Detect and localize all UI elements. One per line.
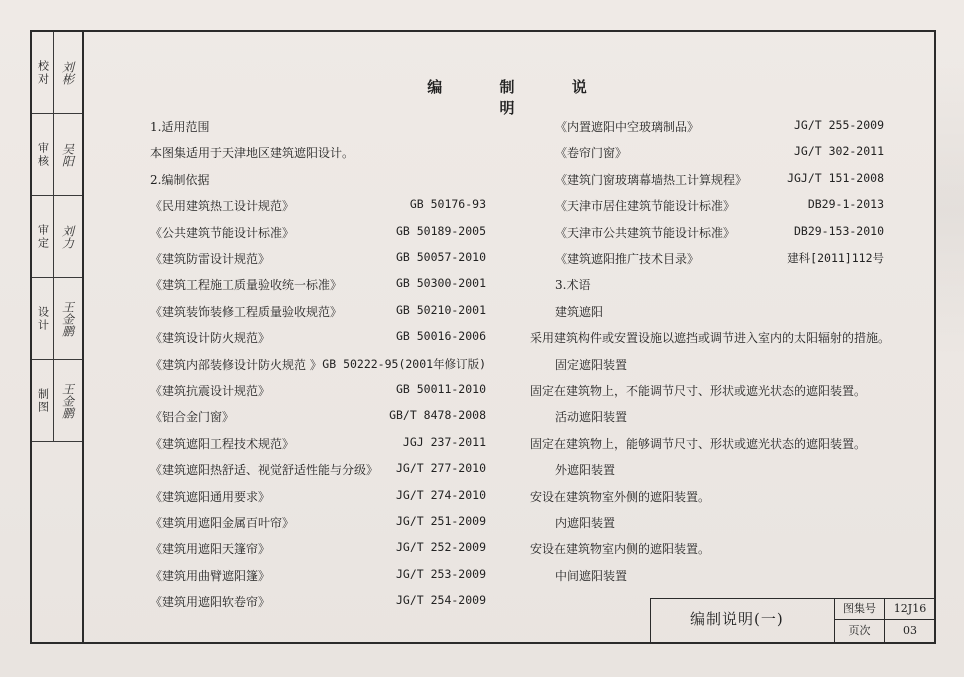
text-line: 《卷帘门窗》 bbox=[555, 146, 628, 161]
signature-cell bbox=[32, 278, 82, 360]
signature-role: 制图 bbox=[32, 360, 54, 441]
standard-code: GB 50210-2001 bbox=[395, 302, 486, 317]
text-line: 《建筑防雷设计规范》 bbox=[150, 252, 271, 266]
text-line: 《建筑用遮阳金属百叶帘》 bbox=[150, 516, 295, 530]
signature-strip bbox=[32, 32, 82, 442]
text-line: 固定遮阳装置 bbox=[555, 357, 628, 372]
title-block bbox=[834, 598, 935, 642]
signature-name: 王金鹏 bbox=[60, 300, 75, 337]
signature-role: 设计 bbox=[32, 278, 54, 359]
standard-code: JG/T 252-2009 bbox=[395, 540, 486, 555]
page-number: 03 bbox=[903, 624, 917, 637]
text-line: 《建筑装饰装修工程质量验收规范》 bbox=[150, 304, 343, 319]
standard-code: GB 50011-2010 bbox=[395, 382, 486, 396]
title-block-left-rule bbox=[650, 598, 651, 642]
standard-code: JG/T 253-2009 bbox=[395, 566, 486, 581]
standard-code: DB29-1-2013 bbox=[807, 197, 884, 212]
text-line: 《建筑门窗玻璃幕墙热工计算规程》 bbox=[555, 172, 748, 187]
standard-code: GB 50057-2010 bbox=[395, 250, 486, 264]
standard-code: 建科[2011]112号 bbox=[787, 251, 884, 265]
text-line: 1.适用范围 bbox=[150, 120, 210, 134]
text-line: 固定在建筑物上，能够调节尺寸、形状或遮光状态的遮阳装置。 bbox=[530, 436, 867, 451]
page-row bbox=[835, 620, 935, 642]
text-line: 安设在建筑物室外侧的遮阳装置。 bbox=[530, 489, 711, 504]
text-line: 采用建筑构件或安置设施以遮挡或调节进入室内的太阳辐射的措施。 bbox=[530, 331, 891, 346]
page-label: 页次 bbox=[835, 620, 885, 642]
text-line: 《建筑工程施工质量验收统一标准》 bbox=[150, 278, 343, 293]
signature-cell bbox=[32, 114, 82, 196]
standard-code: GB 50016-2006 bbox=[395, 329, 486, 344]
text-line: 《公共建筑节能设计标准》 bbox=[150, 225, 295, 240]
text-line: 《建筑用遮阳软卷帘》 bbox=[150, 595, 271, 610]
signature-name: 刘彬 bbox=[60, 60, 75, 85]
text-line: 活动遮阳装置 bbox=[555, 410, 628, 425]
text-line: 《天津市居住建筑节能设计标准》 bbox=[555, 199, 736, 214]
signature-role: 校对 bbox=[32, 32, 54, 113]
standard-code: GB/T 8478-2008 bbox=[389, 408, 486, 423]
text-line: 中间遮阳装置 bbox=[555, 568, 628, 583]
sheet-name: 编制说明(一) bbox=[690, 610, 784, 628]
text-line: 《建筑遮阳热舒适、视觉舒适性能与分级》 bbox=[150, 463, 379, 478]
standard-code: JG/T 277-2010 bbox=[395, 461, 486, 476]
text-line: 《建筑用曲臂遮阳篷》 bbox=[150, 568, 271, 583]
page-title: 编 制 说 明 bbox=[427, 78, 613, 117]
standard-code: JG/T 274-2010 bbox=[395, 487, 486, 502]
text-line: 《天津市公共建筑节能设计标准》 bbox=[555, 225, 736, 240]
signature-cell bbox=[32, 196, 82, 278]
standard-code: GB 50176-93 bbox=[409, 197, 486, 212]
atlas-number: 12J16 bbox=[893, 602, 927, 615]
text-line: 《建筑抗震设计规范》 bbox=[150, 384, 271, 398]
signature-name: 王金鹏 bbox=[60, 382, 75, 419]
text-line: 《建筑设计防火规范》 bbox=[150, 331, 271, 346]
text-line: 固定在建筑物上，不能调节尺寸、形状或遮光状态的遮阳装置。 bbox=[530, 384, 867, 398]
standard-code: JG/T 255-2009 bbox=[793, 118, 884, 132]
binding-divider bbox=[82, 30, 84, 644]
signature-cell bbox=[32, 360, 82, 442]
text-line: 3.术语 bbox=[555, 278, 591, 293]
text-line: 《民用建筑热工设计规范》 bbox=[150, 199, 295, 214]
standard-code: JGJ/T 151-2008 bbox=[787, 170, 884, 185]
text-line: 2.编制依据 bbox=[150, 172, 210, 187]
text-line: 《建筑遮阳工程技术规范》 bbox=[150, 436, 295, 451]
standard-code: JG/T 254-2009 bbox=[395, 593, 486, 608]
text-line: 《建筑用遮阳天篷帘》 bbox=[150, 542, 271, 557]
signature-name: 刘力 bbox=[60, 224, 75, 249]
signature-name: 吴阳 bbox=[60, 142, 75, 167]
text-line: 外遮阳装置 bbox=[555, 463, 616, 478]
text-line: 安设在建筑物室内侧的遮阳装置。 bbox=[530, 542, 711, 557]
signature-cell bbox=[32, 32, 82, 114]
scan-shadow bbox=[936, 60, 964, 360]
standard-code: JG/T 251-2009 bbox=[395, 514, 486, 528]
signature-role: 审核 bbox=[32, 114, 54, 195]
text-line: 《内置遮阳中空玻璃制品》 bbox=[555, 120, 700, 134]
standard-code: GB 50300-2001 bbox=[395, 276, 486, 291]
signature-role: 审定 bbox=[32, 196, 54, 277]
text-line: 《建筑遮阳推广技术目录》 bbox=[555, 252, 700, 266]
text-line: 本图集适用于天津地区建筑遮阳设计。 bbox=[150, 146, 355, 161]
text-line: 建筑遮阳 bbox=[555, 304, 604, 319]
standard-code: GB 50222-95(2001年修订版) bbox=[322, 356, 486, 371]
atlas-label: 图集号 bbox=[835, 598, 885, 620]
text-line: 《建筑遮阳通用要求》 bbox=[150, 489, 271, 504]
standard-code: JG/T 302-2011 bbox=[793, 144, 884, 159]
standard-code: DB29-153-2010 bbox=[793, 223, 884, 238]
standard-code: JGJ 237-2011 bbox=[402, 434, 486, 449]
text-line: 《建筑内部装修设计防火规范 》 bbox=[150, 357, 322, 372]
standard-code: GB 50189-2005 bbox=[395, 223, 486, 238]
atlas-row bbox=[835, 598, 935, 620]
text-line: 《铝合金门窗》 bbox=[150, 410, 235, 425]
text-line: 内遮阳装置 bbox=[555, 516, 616, 530]
